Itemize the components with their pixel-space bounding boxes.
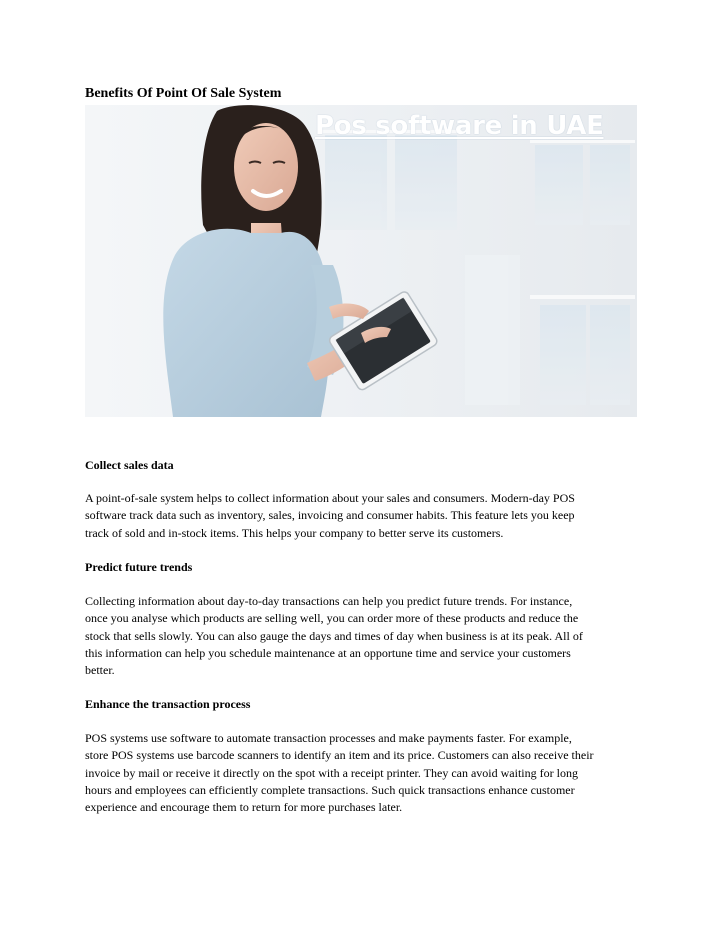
section-heading-enhance-transaction-process: Enhance the transaction process: [85, 697, 251, 711]
paragraph-line: store POS systems use barcode scanners to identify an item and its price. Customers can also receive their: [85, 748, 594, 763]
section-paragraph-collect-sales-data: [85, 490, 637, 542]
section-paragraph-predict-future-trends: [85, 593, 637, 679]
paragraph-line: experience and encourage them to return for more purchases later.: [85, 800, 403, 815]
paragraph-line: better.: [85, 663, 115, 678]
paragraph-line: Collecting information about day-to-day transactions can help you predict future trends. For instance,: [85, 594, 573, 608]
paragraph-line: hours and employees can efficiently complete transactions. Such quick transactions enhance customer: [85, 782, 575, 797]
hero-image: [85, 105, 637, 417]
paragraph-line: once you analyse which products are selling well, you can order more of these products and reduce the: [85, 611, 579, 626]
paragraph-line: software track data such as inventory, sales, invoicing and consumer habits. This feature lets you keep: [85, 508, 575, 523]
document-title: Benefits Of Point Of Sale System: [85, 86, 282, 101]
woman-with-tablet-illustration: [85, 105, 637, 417]
paragraph-line: stock that sells slowly. You can also gauge the days and times of day when business is at its peak. All of: [85, 628, 583, 643]
section-heading-collect-sales-data: Collect sales data: [85, 458, 174, 472]
section-heading-predict-future-trends: Predict future trends: [85, 560, 193, 574]
image-caption: Pos software in UAE: [315, 111, 604, 141]
paragraph-line: track of sold and in-stock items. This helps your company to better serve its customers.: [85, 525, 504, 540]
paragraph-line: A point-of-sale system helps to collect information about your sales and consumers. Modern-day POS: [85, 491, 575, 505]
section-paragraph-enhance-transaction-process: [85, 730, 637, 816]
paragraph-line: invoice by mail or receive it directly on the spot with a receipt printer. They can avoid waiting for long: [85, 765, 578, 780]
paragraph-line: this information can help you schedule maintenance at an opportune time and service your customers: [85, 645, 571, 660]
paragraph-line: POS systems use software to automate transaction processes and make payments faster. For example,: [85, 731, 572, 745]
